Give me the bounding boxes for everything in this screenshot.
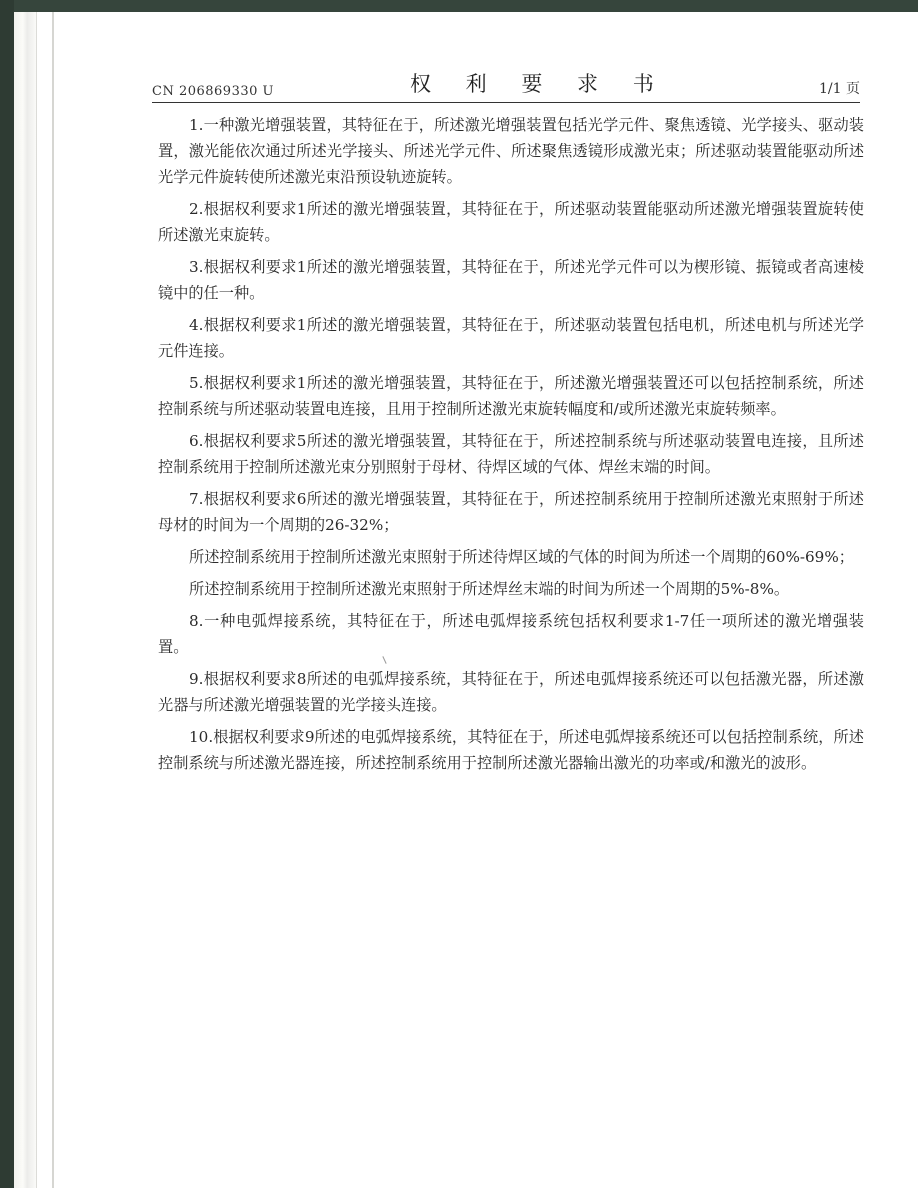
header-rule bbox=[152, 102, 860, 103]
claim-9: 9.根据权利要求8所述的电弧焊接系统，其特征在于，所述电弧焊接系统还可以包括激光器，所述激光器与所述激光增强装置的光学接头连接。 bbox=[158, 670, 864, 714]
document-title: 权 利 要 求 书 bbox=[410, 72, 668, 96]
claim-7-clause-2: 所述控制系统用于控制所述激光束照射于所述待焊区域的气体的时间为所述一个周期的60%-69%； bbox=[189, 548, 854, 566]
page-fold-line bbox=[52, 12, 54, 1188]
claim-7-clause-3: 所述控制系统用于控制所述激光束照射于所述焊丝末端的时间为所述一个周期的5%-8%。 bbox=[189, 580, 790, 598]
scan-border-left bbox=[0, 0, 14, 1188]
claim-4: 4.根据权利要求1所述的激光增强装置，其特征在于，所述驱动装置包括电机，所述电机与所述光学元件连接。 bbox=[158, 316, 864, 360]
claim-5: 5.根据权利要求1所述的激光增强装置，其特征在于，所述激光增强装置还可以包括控制系统，所述控制系统与所述驱动装置电连接，且用于控制所述激光束旋转幅度和/或所述激光束旋转频率。 bbox=[158, 374, 864, 418]
claim-7: 7.根据权利要求6所述的激光增强装置，其特征在于，所述控制系统用于控制所述激光束照射于所述母材的时间为一个周期的26-32%； bbox=[158, 490, 864, 534]
claim-1: 1.一种激光增强装置，其特征在于，所述激光增强装置包括光学元件、聚焦透镜、光学接头、驱动装置，激光能依次通过所述光学接头、所述光学元件、所述聚焦透镜形成激光束；所述驱动装置能驱动所述光学元件旋转使所述激光束沿预设轨迹旋转。 bbox=[158, 116, 864, 186]
claims-body bbox=[158, 112, 864, 782]
page-header bbox=[152, 64, 862, 98]
publication-number: CN 206869330 U bbox=[152, 84, 274, 99]
claim-2: 2.根据权利要求1所述的激光增强装置，其特征在于，所述驱动装置能驱动所述激光增强装置旋转使所述激光束旋转。 bbox=[158, 200, 864, 244]
claim-3: 3.根据权利要求1所述的激光增强装置，其特征在于，所述光学元件可以为楔形镜、振镜或者高速棱镜中的任一种。 bbox=[158, 258, 864, 302]
claim-10: 10.根据权利要求9所述的电弧焊接系统，其特征在于，所述电弧焊接系统还可以包括控制系统，所述控制系统与所述激光器连接，所述控制系统用于控制所述激光器输出激光的功率或/和激光的波形。 bbox=[158, 728, 864, 772]
scan-border-top bbox=[0, 0, 918, 12]
page-number: 1/1 页 bbox=[819, 81, 860, 97]
page-stack-edge bbox=[14, 12, 36, 1188]
claim-6: 6.根据权利要求5所述的激光增强装置，其特征在于，所述控制系统与所述驱动装置电连接，且所述控制系统用于控制所述激光束分别照射于母材、待焊区域的气体、焊丝末端的时间。 bbox=[158, 432, 864, 476]
page-fold-line bbox=[36, 12, 37, 1188]
claim-8: 8.一种电弧焊接系统，其特征在于，所述电弧焊接系统包括权利要求1-7任一项所述的激光增强装置。 bbox=[158, 612, 864, 656]
